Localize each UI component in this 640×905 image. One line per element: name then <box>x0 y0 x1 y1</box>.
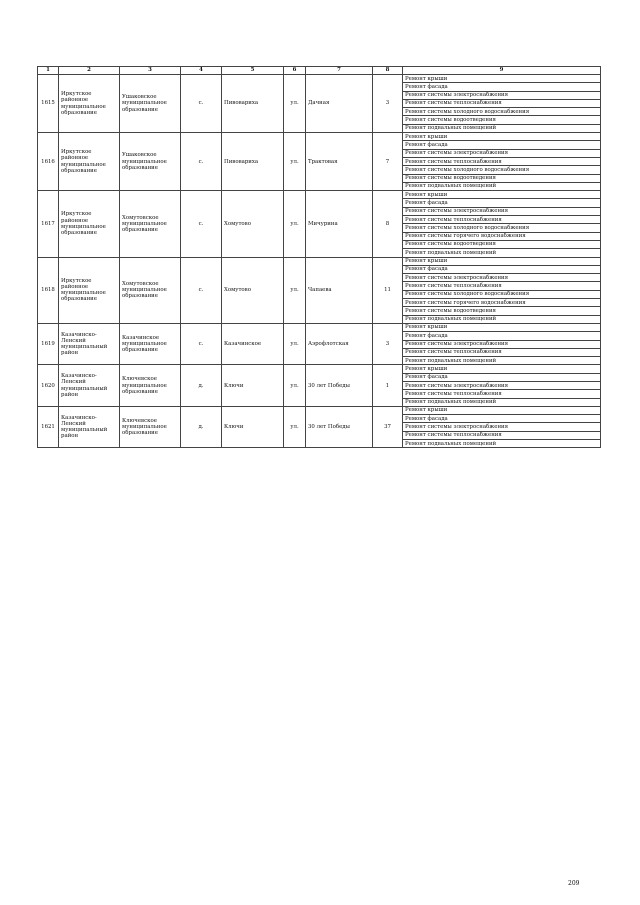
municipality-name: Хомутовское муниципальное образование <box>120 257 181 323</box>
street-name: Аэрофлотская <box>306 323 373 364</box>
settlement-type: с. <box>181 133 222 191</box>
street-type: ул. <box>284 323 306 364</box>
street-type: ул. <box>284 365 306 406</box>
table-body <box>38 75 601 448</box>
street-name: 30 лет Победы <box>306 365 373 406</box>
municipality-name: Ушаковское муниципальное образование <box>120 75 181 133</box>
work-item: Ремонт крыши <box>403 75 601 83</box>
work-item: Ремонт системы электроснабжения <box>403 423 601 431</box>
street-type: ул. <box>284 191 306 257</box>
district-name: Иркутское районное муниципальное образование <box>59 257 120 323</box>
record-number: 1619 <box>38 323 59 364</box>
page-number: 209 <box>568 880 580 887</box>
work-item: Ремонт крыши <box>403 191 601 199</box>
header-cell: 7 <box>306 67 373 75</box>
house-number: 7 <box>373 133 403 191</box>
header-cell: 9 <box>403 67 601 75</box>
work-item: Ремонт системы электроснабжения <box>403 340 601 348</box>
street-name: Дачная <box>306 75 373 133</box>
work-item: Ремонт подвальных помещений <box>403 357 601 365</box>
header-cell: 3 <box>120 67 181 75</box>
record-number: 1618 <box>38 257 59 323</box>
work-item: Ремонт крыши <box>403 406 601 414</box>
work-item: Ремонт системы горячего водоснабжения <box>403 299 601 307</box>
work-item: Ремонт фасада <box>403 332 601 340</box>
work-item: Ремонт системы водоотведения <box>403 240 601 248</box>
work-item: Ремонт системы электроснабжения <box>403 149 601 157</box>
settlement-name: Хомутово <box>222 191 284 257</box>
settlement-type: д. <box>181 365 222 406</box>
work-item: Ремонт подвальных помещений <box>403 398 601 406</box>
street-type: ул. <box>284 75 306 133</box>
work-item: Ремонт крыши <box>403 365 601 373</box>
street-name: Чапаева <box>306 257 373 323</box>
municipality-name: Хомутовское муниципальное образование <box>120 191 181 257</box>
work-item: Ремонт системы теплоснабжения <box>403 157 601 165</box>
work-item: Ремонт системы водоотведения <box>403 307 601 315</box>
work-item: Ремонт системы водоотведения <box>403 116 601 124</box>
work-item: Ремонт системы холодного водоснабжения <box>403 108 601 116</box>
district-name: Казачинско-Ленский муниципальный район <box>59 365 120 406</box>
table-row <box>38 365 601 373</box>
street-type: ул. <box>284 257 306 323</box>
table-row <box>38 406 601 414</box>
house-number: 3 <box>373 323 403 364</box>
work-item: Ремонт системы горячего водоснабжения <box>403 232 601 240</box>
work-item: Ремонт системы холодного водоснабжения <box>403 224 601 232</box>
settlement-name: Ключи <box>222 406 284 447</box>
work-item: Ремонт фасада <box>403 199 601 207</box>
record-number: 1617 <box>38 191 59 257</box>
work-item: Ремонт фасада <box>403 415 601 423</box>
street-name: Трактовая <box>306 133 373 191</box>
work-item: Ремонт подвальных помещений <box>403 124 601 132</box>
street-type: ул. <box>284 133 306 191</box>
work-item: Ремонт системы электроснабжения <box>403 274 601 282</box>
header-cell: 4 <box>181 67 222 75</box>
settlement-name: Ключи <box>222 365 284 406</box>
record-number: 1620 <box>38 365 59 406</box>
work-item: Ремонт системы электроснабжения <box>403 91 601 99</box>
district-name: Казачинско-Ленский муниципальный район <box>59 406 120 447</box>
work-item: Ремонт подвальных помещений <box>403 182 601 190</box>
house-number: 37 <box>373 406 403 447</box>
header-cell: 6 <box>284 67 306 75</box>
work-item: Ремонт системы теплоснабжения <box>403 348 601 356</box>
work-item: Ремонт подвальных помещений <box>403 440 601 448</box>
house-number: 11 <box>373 257 403 323</box>
settlement-type: с. <box>181 191 222 257</box>
table-row <box>38 257 601 265</box>
work-item: Ремонт системы холодного водоснабжения <box>403 166 601 174</box>
settlement-type: с. <box>181 323 222 364</box>
street-type: ул. <box>284 406 306 447</box>
house-number: 3 <box>373 75 403 133</box>
record-number: 1616 <box>38 133 59 191</box>
settlement-name: Казачинское <box>222 323 284 364</box>
work-item: Ремонт фасада <box>403 83 601 91</box>
house-number: 8 <box>373 191 403 257</box>
record-number: 1615 <box>38 75 59 133</box>
table-row <box>38 75 601 83</box>
district-name: Иркутское районное муниципальное образование <box>59 191 120 257</box>
district-name: Иркутское районное муниципальное образование <box>59 133 120 191</box>
table-row <box>38 323 601 331</box>
municipality-name: Ключевское муниципальное образование <box>120 365 181 406</box>
work-item: Ремонт фасада <box>403 141 601 149</box>
settlement-type: д. <box>181 406 222 447</box>
work-item: Ремонт системы теплоснабжения <box>403 390 601 398</box>
work-item: Ремонт крыши <box>403 257 601 265</box>
municipality-name: Ключевское муниципальное образование <box>120 406 181 447</box>
work-item: Ремонт системы теплоснабжения <box>403 216 601 224</box>
settlement-name: Пивовариха <box>222 133 284 191</box>
settlement-type: с. <box>181 75 222 133</box>
table-row <box>38 133 601 141</box>
municipality-name: Ушаковское муниципальное образование <box>120 133 181 191</box>
work-item: Ремонт крыши <box>403 323 601 331</box>
work-item: Ремонт системы холодного водоснабжения <box>403 290 601 298</box>
house-number: 1 <box>373 365 403 406</box>
street-name: 30 лет Победы <box>306 406 373 447</box>
header-row <box>38 67 601 75</box>
work-item: Ремонт системы теплоснабжения <box>403 99 601 107</box>
work-item: Ремонт системы водоотведения <box>403 174 601 182</box>
municipality-name: Казачинское муниципальное образование <box>120 323 181 364</box>
header-cell: 1 <box>38 67 59 75</box>
repair-program-table <box>37 66 601 448</box>
header-cell: 5 <box>222 67 284 75</box>
work-item: Ремонт подвальных помещений <box>403 315 601 323</box>
header-cell: 8 <box>373 67 403 75</box>
settlement-name: Хомутово <box>222 257 284 323</box>
record-number: 1621 <box>38 406 59 447</box>
table-row <box>38 191 601 199</box>
work-item: Ремонт фасада <box>403 265 601 273</box>
header-cell: 2 <box>59 67 120 75</box>
work-item: Ремонт подвальных помещений <box>403 249 601 257</box>
work-item: Ремонт системы теплоснабжения <box>403 431 601 439</box>
district-name: Иркутское районное муниципальное образование <box>59 75 120 133</box>
settlement-type: с. <box>181 257 222 323</box>
work-item: Ремонт фасада <box>403 373 601 381</box>
street-name: Мичурина <box>306 191 373 257</box>
work-item: Ремонт системы теплоснабжения <box>403 282 601 290</box>
work-item: Ремонт системы электроснабжения <box>403 207 601 215</box>
work-item: Ремонт системы электроснабжения <box>403 381 601 389</box>
settlement-name: Пивовариха <box>222 75 284 133</box>
work-item: Ремонт крыши <box>403 133 601 141</box>
district-name: Казачинско-Ленский муниципальный район <box>59 323 120 364</box>
